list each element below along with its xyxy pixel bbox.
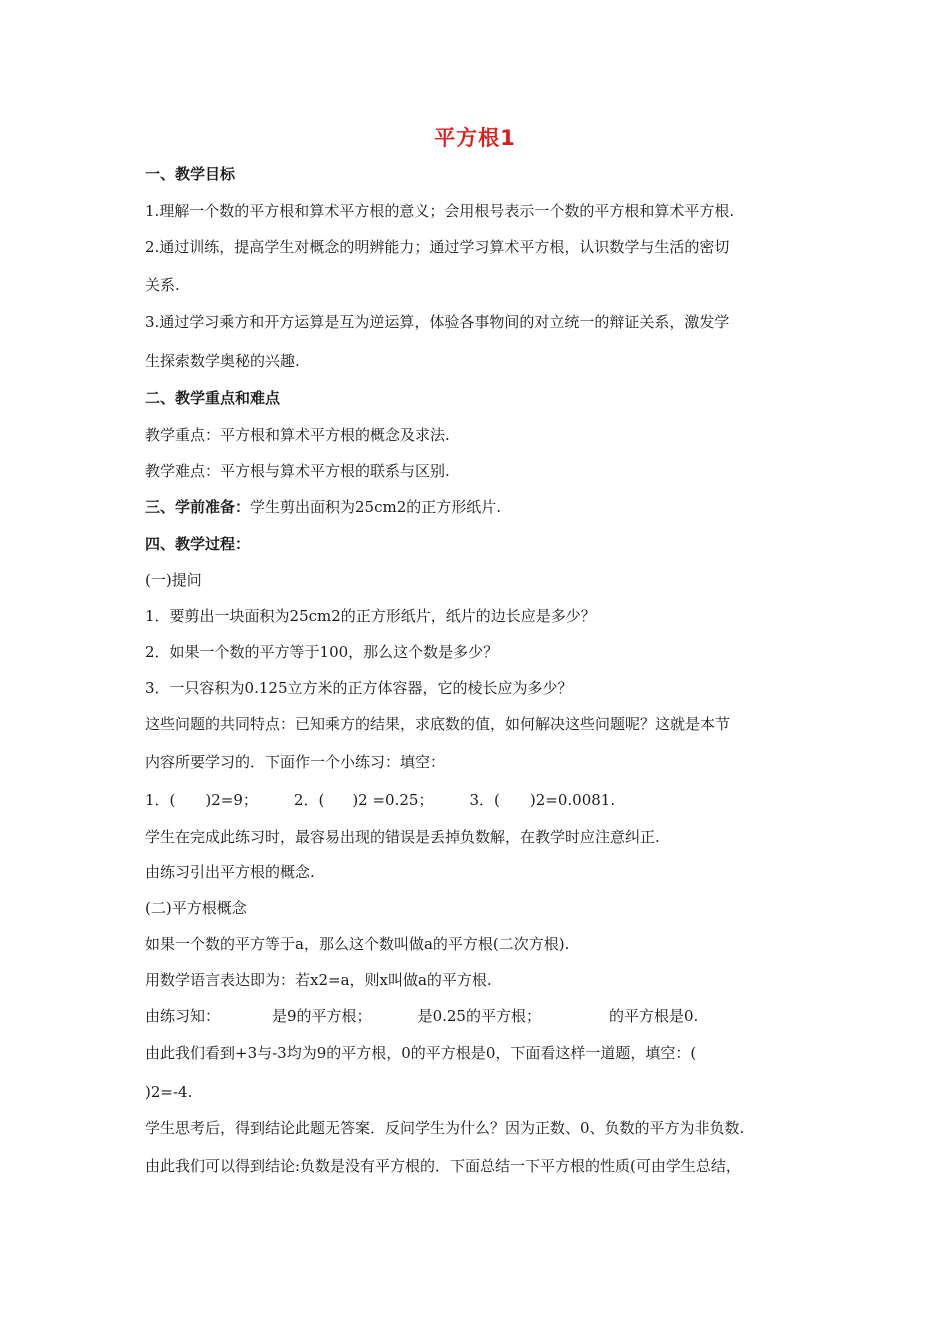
exercise-3-close: )2=0.0081. — [529, 791, 616, 809]
part-questions: (一)提问 — [145, 571, 202, 589]
objective-3-line1: 3.通过学习乘方和开方运算是互为逆运算，体验各事物间的对立统一的辩证关系，激发学 — [145, 313, 730, 331]
key-point: 教学重点：平方根和算术平方根的概念及求法. — [145, 426, 450, 444]
objective-2-line2: 关系. — [145, 276, 180, 294]
paragraph-common-error: 学生在完成此练习时，最容易出现的错误是丢掉负数解，在教学时应注意纠正. — [145, 828, 660, 846]
exercise-conclusion-line — [145, 1006, 815, 1026]
know-0: 的平方根是0. — [608, 1007, 699, 1025]
know-9: 是9的平方根； — [272, 1007, 372, 1025]
section-heading-key-points: 二、教学重点和难点 — [145, 389, 281, 407]
section-heading-preparation: 三、学前准备： — [145, 498, 251, 516]
part-concept: (二)平方根概念 — [145, 899, 247, 917]
question-1: 1．要剪出一块面积为25cm2的正方形纸片，纸片的边长应是多少？ — [145, 607, 596, 625]
question-2: 2．如果一个数的平方等于100，那么这个数是多少？ — [145, 643, 499, 661]
exercise-2-close: )2 =0.25； — [352, 791, 434, 809]
paragraph-no-answer: 学生思考后，得到结论此题无答案．反问学生为什么？因为正数、0、负数的平方为非负数. — [145, 1119, 745, 1137]
question-3: 3．一只容积为0.125立方米的正方体容器，它的棱长应为多少？ — [145, 679, 573, 697]
paragraph-conclusion: 由此我们可以得到结论:负数是没有平方根的．下面总结一下平方根的性质(可由学生总结， — [145, 1157, 741, 1175]
objective-2-line1: 2.通过训练，提高学生对概念的明辨能力；通过学习算术平方根，认识数学与生活的密切 — [145, 238, 730, 256]
exercise-2-open: 2．( — [293, 791, 325, 809]
preparation-line — [145, 497, 815, 517]
paragraph-common-feature-line1: 这些问题的共同特点：已知乘方的结果，求底数的值，如何解决这些问题呢？这就是本节 — [145, 715, 731, 733]
preparation-text: 学生剪出面积为25cm2的正方形纸片. — [250, 498, 502, 516]
exercise-1-open: 1．( — [145, 791, 176, 809]
exercise-3-open: 3．( — [469, 791, 500, 809]
exercise-line — [145, 790, 815, 810]
difficulty-point: 教学难点：平方根与算术平方根的联系与区别. — [145, 462, 450, 480]
exercise-1-close: )2=9； — [205, 791, 258, 809]
know-025: 是0.25的平方根； — [417, 1007, 541, 1025]
paragraph-common-feature-line2: 内容所要学习的．下面作一个小练习：填空： — [145, 753, 446, 771]
paragraph-plus-minus-line1: 由此我们看到+3与-3均为9的平方根，0的平方根是0，下面看这样一道题，填空：( — [145, 1044, 697, 1062]
section-heading-process: 四、教学过程： — [145, 535, 251, 553]
objective-1: 1.理解一个数的平方根和算术平方根的意义；会用根号表示一个数的平方根和算术平方根. — [145, 202, 735, 220]
section-heading-objectives: 一、教学目标 — [145, 165, 236, 183]
math-expression: 用数学语言表达即为：若x2=a，则x叫做a的平方根. — [145, 971, 492, 989]
page-title: 平方根1 — [434, 126, 516, 150]
paragraph-plus-minus-line2: )2=-4. — [145, 1083, 193, 1101]
know-intro: 由练习知： — [145, 1007, 221, 1025]
paragraph-introduce-concept: 由练习引出平方根的概念. — [145, 863, 315, 881]
definition: 如果一个数的平方等于a，那么这个数叫做a的平方根(二次方根). — [145, 935, 570, 953]
objective-3-line2: 生探索数学奥秘的兴趣. — [145, 352, 300, 370]
